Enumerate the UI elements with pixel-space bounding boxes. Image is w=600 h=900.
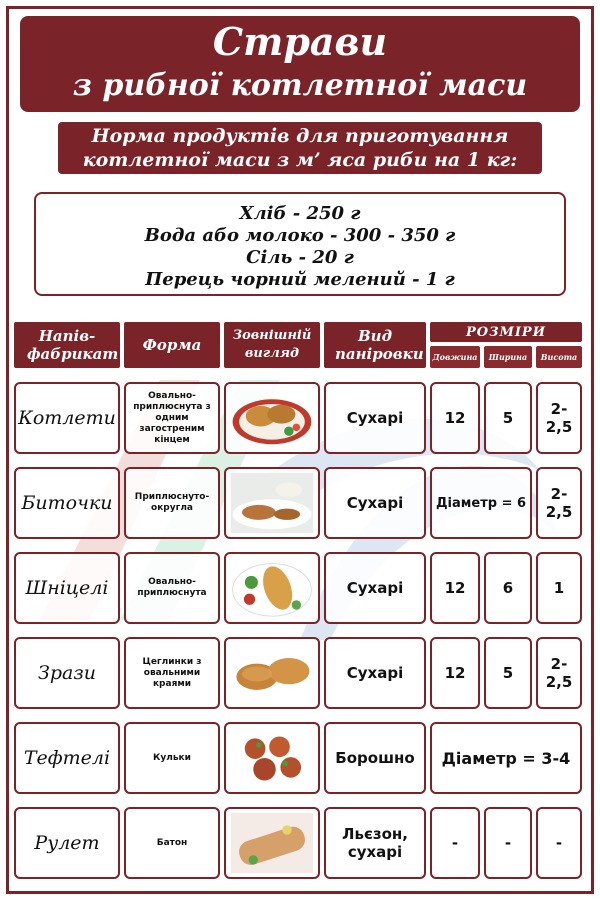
header-look-label: Зовнішній вигляд bbox=[232, 328, 312, 361]
header-length bbox=[430, 346, 480, 368]
row-2-height: 2-2,5 bbox=[536, 467, 582, 539]
row-2-breading: Сухарі bbox=[324, 467, 426, 539]
row-4-width: 5 bbox=[484, 637, 532, 709]
row-3-length: 12 bbox=[430, 552, 480, 624]
cutlets-photo-icon bbox=[230, 388, 314, 448]
row-6-photo bbox=[224, 807, 320, 879]
norm-banner bbox=[58, 122, 542, 174]
row-1-height: 2-2,5 bbox=[536, 382, 582, 454]
patties-photo-icon bbox=[230, 473, 314, 533]
ingredient-salt: Сіль - 20 г bbox=[246, 247, 354, 268]
row-5-name: Тефтелі bbox=[14, 722, 120, 794]
row-4-name: Зрази bbox=[14, 637, 120, 709]
row-6-length: - bbox=[430, 807, 480, 879]
header-length-label: Довжина bbox=[432, 352, 478, 362]
ingredient-pepper: Перець чорний мелений - 1 г bbox=[145, 269, 455, 290]
row-6-form: Батон bbox=[124, 807, 220, 879]
header-form bbox=[124, 322, 220, 368]
row-6-width: - bbox=[484, 807, 532, 879]
row-1-breading: Сухарі bbox=[324, 382, 426, 454]
row-3-height: 1 bbox=[536, 552, 582, 624]
header-breading-label: Вид панірoвки bbox=[335, 327, 424, 363]
meatballs-photo-icon bbox=[230, 728, 314, 788]
header-height-label: Висота bbox=[540, 352, 578, 362]
row-1-photo bbox=[224, 382, 320, 454]
row-4-length: 12 bbox=[430, 637, 480, 709]
row-6-name: Рулет bbox=[14, 807, 120, 879]
header-sizes bbox=[430, 322, 582, 342]
ingredients-box bbox=[34, 192, 566, 296]
row-1-width: 5 bbox=[484, 382, 532, 454]
header-width-label: Ширина bbox=[488, 352, 528, 362]
header-look bbox=[224, 322, 320, 368]
header-height bbox=[536, 346, 582, 368]
row-1-form: Овально-приплюснута з одним загостреним кінцем bbox=[124, 382, 220, 454]
header-product bbox=[14, 322, 120, 368]
row-2-form: Приплюснуто-округла bbox=[124, 467, 220, 539]
row-6-breading: Льєзон, сухарі bbox=[324, 807, 426, 879]
row-5-form: Кульки bbox=[124, 722, 220, 794]
row-2-photo bbox=[224, 467, 320, 539]
zrazy-photo-icon bbox=[230, 643, 314, 703]
row-5-photo bbox=[224, 722, 320, 794]
header-product-label: Напів-фабрикат bbox=[27, 327, 119, 363]
header-breading bbox=[324, 322, 426, 368]
row-2-diameter: Діаметр = 6 bbox=[430, 467, 532, 539]
row-3-width: 6 bbox=[484, 552, 532, 624]
row-5-diameter: Діаметр = 3-4 bbox=[430, 722, 582, 794]
row-3-name: Шніцелі bbox=[14, 552, 120, 624]
header-sizes-label: РОЗМІРИ bbox=[465, 324, 546, 340]
ingredient-water: Вода або молоко - 300 - 350 г bbox=[144, 225, 456, 246]
ingredient-bread: Хліб - 250 г bbox=[239, 203, 361, 224]
title-line-1: Страви bbox=[212, 19, 388, 64]
row-3-form: Овально-приплюснута bbox=[124, 552, 220, 624]
row-1-name: Котлети bbox=[14, 382, 120, 454]
title-line-2: з рибної котлетної маси bbox=[72, 68, 528, 103]
row-6-height: - bbox=[536, 807, 582, 879]
schnitzel-photo-icon bbox=[230, 558, 314, 618]
row-4-breading: Сухарі bbox=[324, 637, 426, 709]
row-3-photo bbox=[224, 552, 320, 624]
row-2-name: Биточки bbox=[14, 467, 120, 539]
header-form-label: Форма bbox=[142, 336, 202, 354]
row-4-form: Цеглинки з овальними краями bbox=[124, 637, 220, 709]
row-4-photo bbox=[224, 637, 320, 709]
norm-line-1: Норма продуктів для приготування bbox=[91, 125, 509, 147]
norm-line-2: котлетної маси з м’ яса риби на 1 кг: bbox=[82, 149, 518, 171]
row-1-length: 12 bbox=[430, 382, 480, 454]
row-3-breading: Сухарі bbox=[324, 552, 426, 624]
header-width bbox=[484, 346, 532, 368]
roll-photo-icon bbox=[230, 813, 314, 873]
title-banner bbox=[20, 16, 580, 112]
row-4-height: 2-2,5 bbox=[536, 637, 582, 709]
row-5-breading: Борошно bbox=[324, 722, 426, 794]
